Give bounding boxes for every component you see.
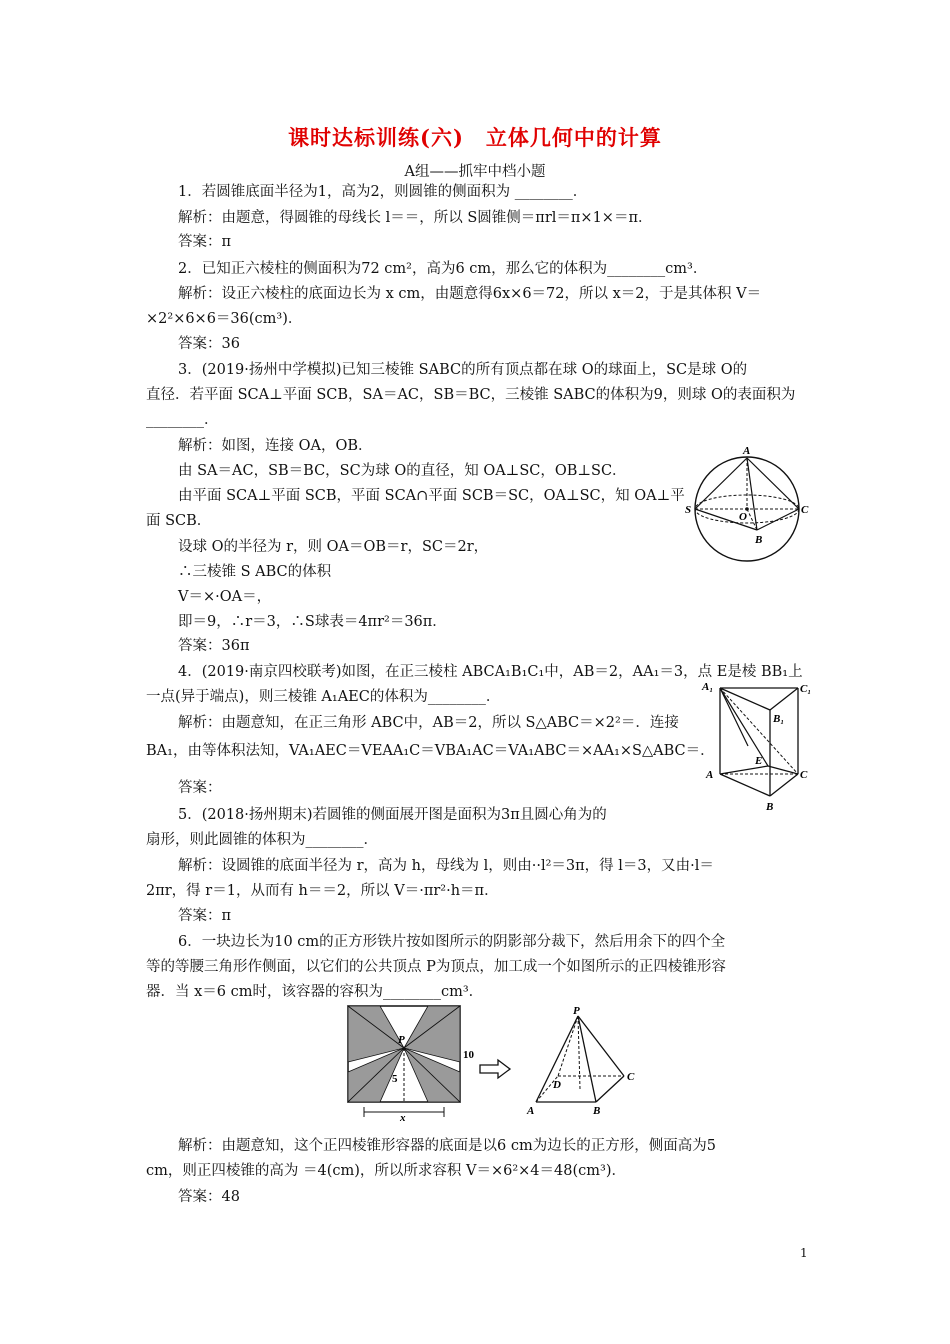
q5-text-line1: 5．(2018·扬州期末)若圆锥的侧面展开图是面积为3π且圆心角为的 [178, 807, 607, 823]
q1-answer: 答案：π [178, 234, 232, 250]
q3-solution-line7: V＝×·OA＝， [178, 589, 272, 605]
q4-text-line1: 4．(2019·南京四校联考)如图，在正三棱柱 ABCA₁B₁C₁中，AB＝2，AA₁＝3，点 E是棱 BB₁上 [178, 664, 803, 680]
pyramid-figure [520, 1002, 655, 1124]
q5-solution-line2: 2πr，得 r＝1，从而有 h＝＝2，所以 V＝·πr²·h＝π． [146, 883, 499, 899]
q6-text-line2: 等的等腰三角形作侧面，以它们的公共顶点 P为顶点，加工成一个如图所示的正四棱锥形容 [146, 959, 726, 975]
sheet-label-5: 5 [392, 1073, 398, 1085]
prism-label-c: C [800, 769, 808, 781]
square-sheet-figure [340, 1002, 475, 1122]
prism-figure [700, 676, 820, 816]
q6-answer: 答案：48 [178, 1189, 240, 1205]
prism-label-a1: A₁ [702, 681, 714, 693]
prism-label-c1: C₁ [800, 683, 812, 695]
prism-label-b: B [766, 801, 774, 813]
q3-text-line1: 3．(2019·扬州中学模拟)已知三棱锥 SABC的所有顶点都在球 O的球面上，SC是球 O的 [178, 362, 748, 378]
pyramid-label-p: P [573, 1005, 580, 1017]
sheet-label-p: P [398, 1034, 405, 1046]
q3-answer: 答案：36π [178, 638, 250, 654]
q4-answer: 答案： [178, 780, 222, 796]
q3-solution-line3: 由平面 SCA⊥平面 SCB，平面 SCA∩平面 SCB＝SC，OA⊥SC，知 OA⊥平 [178, 488, 685, 504]
q2-solution-line2: ×2²×6×6＝36(cm³)． [146, 311, 303, 327]
q3-solution-line8: 即＝9，∴r＝3，∴S球表＝4πr²＝36π． [178, 614, 447, 630]
q3-solution-line2: 由 SA＝AC，SB＝BC，SC为球 O的直径，知 OA⊥SC，OB⊥SC． [178, 463, 627, 479]
sphere-label-a: A [743, 445, 751, 457]
sheet-label-x: x [400, 1112, 406, 1122]
sphere-figure [685, 440, 810, 565]
sheet-label-10: 10 [463, 1049, 474, 1061]
pyramid-label-c: C [627, 1071, 635, 1083]
prism-label-b1: B₁ [773, 713, 785, 725]
q1-solution: 解析：由题意，得圆锥的母线长 l＝＝，所以 S圆锥侧＝πrl＝π×1×＝π． [178, 210, 653, 226]
q3-text-line2: 直径．若平面 SCA⊥平面 SCB，SA＝AC，SB＝BC，三棱锥 SABC的体积为9，则球 O的表面积为 [146, 387, 796, 403]
q2-solution-line1: 解析：设正六棱柱的底面边长为 x cm，由题意得6x×6＝72，所以 x＝2，于是其体积 V＝ [178, 286, 762, 302]
q3-solution-line4: 面 SCB． [146, 513, 212, 529]
q6-text-line3: 器．当 x＝6 cm时，该容器的容积为________cm³． [146, 984, 484, 1000]
q4-text-line2: 一点(异于端点)，则三棱锥 A₁AEC的体积为________． [146, 689, 501, 705]
q4-solution-line2: BA₁，由等体积法知，VA₁AEC＝VEAA₁C＝VBA₁AC＝VA₁ABC＝×AA₁×S△ABC＝． [146, 743, 715, 759]
q6-solution-line2: cm，则正四棱锥的高为 ＝4(cm)，所以所求容积 V＝×6²×4＝48(cm³)． [146, 1163, 626, 1179]
q1-text: 1．若圆锥底面半径为1，高为2，则圆锥的侧面积为 ________． [178, 184, 588, 200]
q3-solution-line5: 设球 O的半径为 r，则 OA＝OB＝r，SC＝2r， [178, 539, 489, 555]
prism-label-a: A [706, 769, 714, 781]
section-subtitle: A组——抓牢中档小题 [404, 164, 546, 180]
page-title: 课时达标训练(六) 立体几何中的计算 [288, 125, 662, 150]
q3-text-line3: ________． [146, 412, 219, 428]
pyramid-label-a: A [527, 1105, 535, 1117]
sphere-label-c: C [801, 504, 809, 516]
q5-answer: 答案：π [178, 908, 232, 924]
sphere-label-b: B [755, 534, 763, 546]
prism-label-e: E [755, 755, 763, 767]
pyramid-label-b: B [593, 1105, 601, 1117]
q4-solution-line1: 解析：由题意知，在正三角形 ABC中，AB＝2，所以 S△ABC＝×2²＝．连接 [178, 715, 679, 731]
q6-solution-line1: 解析：由题意知，这个正四棱锥形容器的底面是以6 cm为边长的正方形，侧面高为5 [178, 1138, 716, 1154]
sphere-label-s: S [685, 504, 692, 516]
q3-solution-line1: 解析：如图，连接 OA，OB． [178, 438, 373, 454]
page-number: 1 [800, 1246, 808, 1260]
q3-solution-line6: ∴三棱锥 S ABC的体积 [178, 564, 332, 580]
q2-text: 2．已知正六棱柱的侧面积为72 cm²，高为6 cm，那么它的体积为________cm³． [178, 261, 708, 277]
arrow-right-icon [478, 1058, 512, 1080]
q5-text-line2: 扇形，则此圆锥的体积为________． [146, 832, 378, 848]
q6-text-line1: 6．一块边长为10 cm的正方形铁片按如图所示的阴影部分裁下，然后用余下的四个全 [178, 934, 726, 950]
sphere-label-o: O [739, 511, 747, 523]
pyramid-label-d: D [553, 1079, 561, 1091]
q5-solution-line1: 解析：设圆锥的底面半径为 r，高为 h，母线为 l，则由··l²＝3π，得 l＝3，又由·l＝ [178, 858, 714, 874]
q2-answer: 答案：36 [178, 336, 240, 352]
